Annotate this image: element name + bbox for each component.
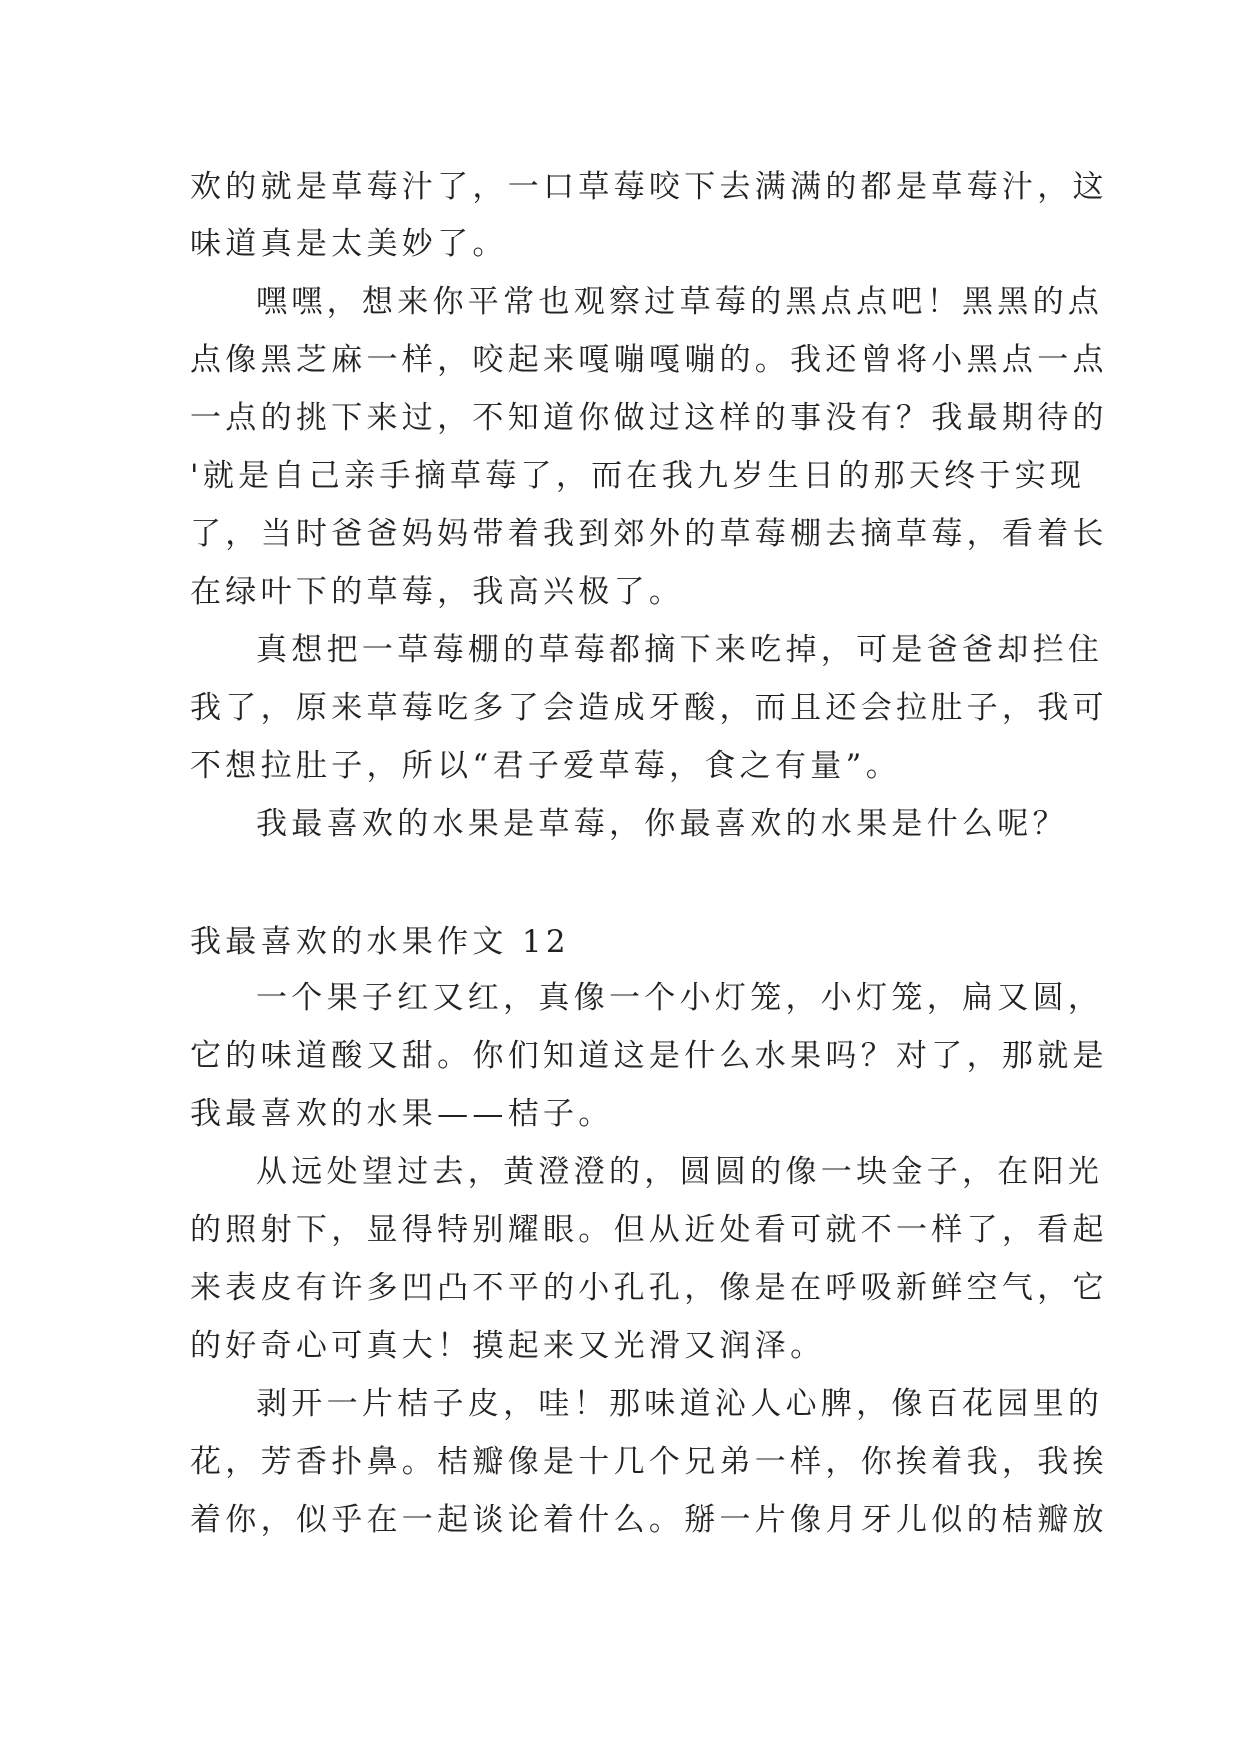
text-line: 在绿叶下的草莓，我高兴极了。 — [190, 574, 685, 610]
text-line: 了，当时爸爸妈妈带着我到郊外的草莓棚去摘草莓，看着长 — [190, 516, 1108, 552]
text-line: 的照射下，显得特别耀眼。但从近处看可就不一样了，看起 — [190, 1212, 1108, 1248]
text-line: 点像黑芝麻一样，咬起来嘎嘣嘎嘣的。我还曾将小黑点一点 — [190, 342, 1108, 378]
text-line: 欢的就是草莓汁了，一口草莓咬下去满满的都是草莓汁，这 — [190, 169, 1108, 205]
text-line: 花，芳香扑鼻。桔瓣像是十几个兄弟一样，你挨着我，我挨 — [190, 1444, 1108, 1480]
text-line: 我了，原来草莓吃多了会造成牙酸，而且还会拉肚子，我可 — [190, 690, 1108, 726]
paragraph-first-line: 嘿嘿，想来你平常也观察过草莓的黑点点吧！黑黑的点 — [256, 284, 1104, 320]
paragraph-first-line: 真想把一草莓棚的草莓都摘下来吃掉，可是爸爸却拦住 — [256, 632, 1104, 668]
paragraph-first-line: 一个果子红又红，真像一个小灯笼，小灯笼，扁又圆， — [256, 980, 1104, 1016]
text-line: 它的味道酸又甜。你们知道这是什么水果吗？对了，那就是 — [190, 1038, 1108, 1074]
text-line: 一点的挑下来过，不知道你做过这样的事没有？我最期待的 — [190, 400, 1108, 436]
text-line: 不想拉肚子，所以“君子爱草莓，食之有量”。 — [190, 748, 901, 784]
paragraph-first-line: 从远处望过去，黄澄澄的，圆圆的像一块金子，在阳光 — [256, 1154, 1104, 1190]
paragraph-first-line: 剥开一片桔子皮，哇！那味道沁人心脾，像百花园里的 — [256, 1386, 1104, 1422]
text-line: 来表皮有许多凹凸不平的小孔孔，像是在呼吸新鲜空气，它 — [190, 1270, 1108, 1306]
section-heading: 我最喜欢的水果作文 12 — [190, 924, 570, 960]
text-line: 的好奇心可真大！摸起来又光滑又润泽。 — [190, 1328, 826, 1364]
text-line: 我最喜欢的水果——桔子。 — [190, 1096, 614, 1132]
paragraph-first-line: 我最喜欢的水果是草莓，你最喜欢的水果是什么呢？ — [256, 806, 1068, 842]
text-line: '就是自己亲手摘草莓了，而在我九岁生日的那天终于实现 — [190, 458, 1086, 494]
text-line: 着你，似乎在一起谈论着什么。掰一片像月牙儿似的桔瓣放 — [190, 1502, 1108, 1538]
text-line: 味道真是太美妙了。 — [190, 226, 508, 262]
